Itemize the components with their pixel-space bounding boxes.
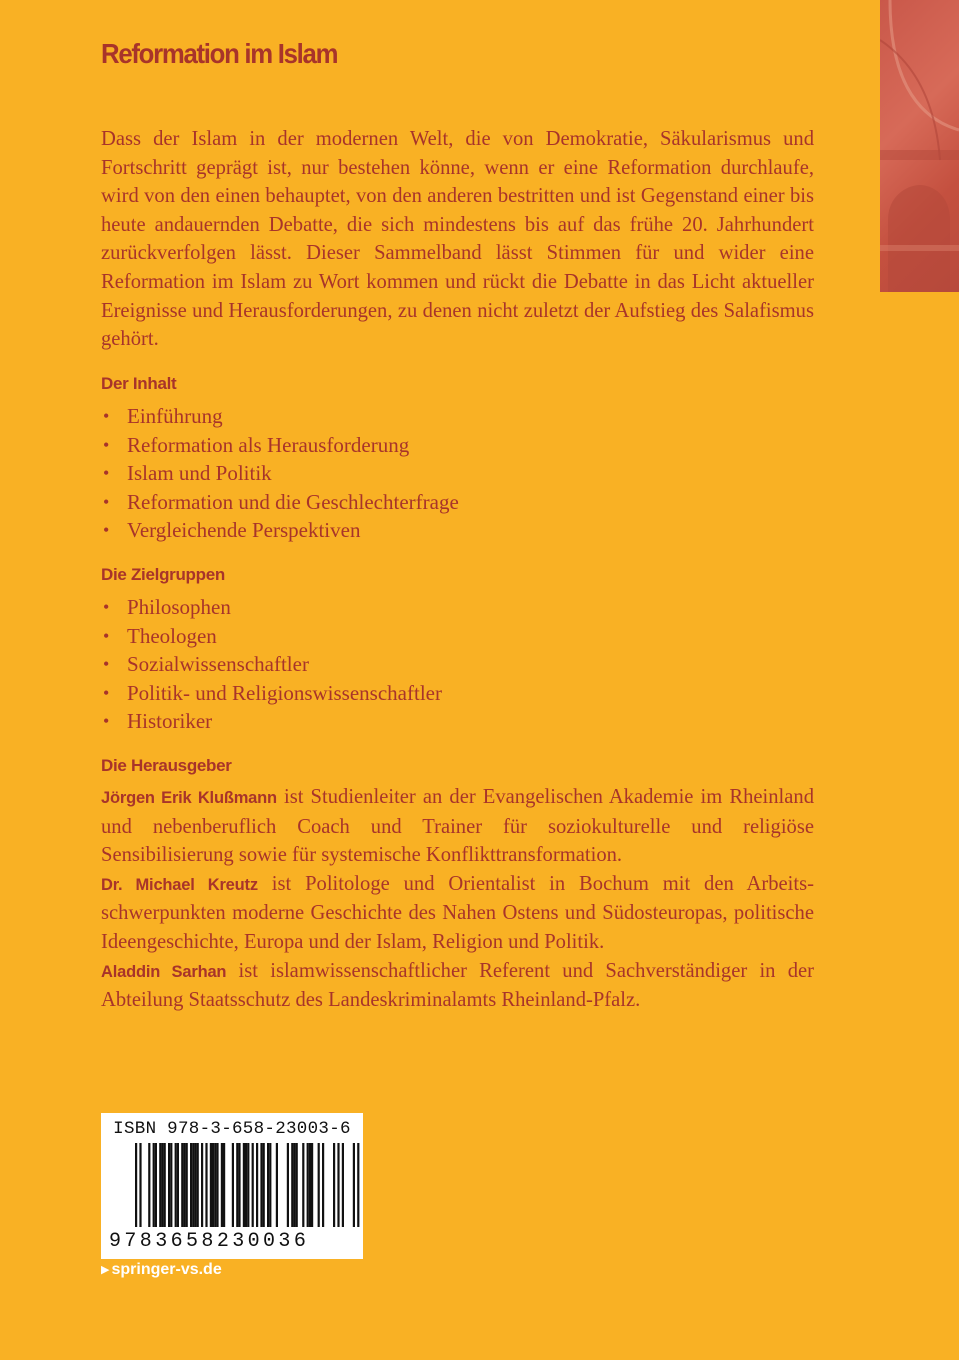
list-item: • Einführung [101,402,459,431]
barcode-bar [243,1143,245,1227]
editor-name: Aladdin Sarhan [101,962,227,981]
isbn-label: ISBN 978-3-658-23003-6 [113,1119,351,1139]
barcode-bar [267,1143,269,1227]
contents-heading: Der Inhalt [101,374,177,393]
barcode-bar [210,1143,212,1227]
barcode-bar [159,1143,161,1227]
barcode-bar [181,1143,183,1227]
barcode-bar [322,1143,324,1227]
barcode-bar [307,1143,309,1227]
barcode-bar [201,1143,203,1227]
list-item: • Politik- und Religionswissenschaftler [101,679,442,708]
barcode-digits: 9783658230036 [109,1230,310,1253]
editor-bio: ist Politologe und Orientalist in Bochum mit den Arbeitsschwerpunkten moderne Geschichte des Nahen Ostens und Südosteuropas, politische Ideengeschichte, Europa und der Islam, Religion und Politik. [101,872,814,953]
list-item: • Reformation als Herausforderung [101,431,459,460]
website-link[interactable] [101,1261,222,1279]
barcode-bar [247,1143,249,1227]
barcode-bar [205,1143,207,1227]
list-item: • Theologen [101,622,442,651]
barcode-bar [168,1143,170,1227]
barcode-bar [311,1143,313,1227]
cover-photo-strip [880,0,959,292]
list-item: • Vergleichende Perspektiven [101,516,459,545]
barcode-bar [164,1143,166,1227]
barcode-bar [236,1143,238,1227]
barcode-bar [139,1143,141,1227]
barcode-bar [269,1143,271,1227]
barcode-bar [175,1143,177,1227]
barcode-bars [101,1143,363,1231]
barcode-bar [153,1143,155,1227]
barcode-bar [309,1143,311,1227]
list-item: • Islam und Politik [101,459,459,488]
arch-illustration [880,0,959,292]
list-item: • Philosophen [101,593,442,622]
barcode-bar [357,1143,359,1227]
barcode-bar [260,1143,262,1227]
barcode-bar [293,1143,295,1227]
barcode-bar [296,1143,298,1227]
barcode-bar [221,1143,223,1227]
barcode-bar [190,1143,192,1227]
barcode-bar [256,1143,258,1227]
barcode-bar [212,1143,214,1227]
contents-list [101,402,459,545]
barcode-bar [216,1143,218,1227]
barcode-bar [318,1143,320,1227]
barcode-bar [194,1143,196,1227]
barcode-bar [186,1143,188,1227]
editors-heading: Die Herausgeber [101,756,232,775]
barcode-bar [238,1143,240,1227]
barcode-bar [183,1143,185,1227]
barcode-bar [252,1143,254,1227]
list-item: • Reformation und die Geschlechterfrage [101,488,459,517]
editor-bio: ist islamwissenschaftlicher Referent und Sachverständiger in der Abteilung Staatsschutz des Landeskriminalamts Rheinland-Pfalz. [101,959,814,1012]
audience-list [101,593,442,736]
barcode-bar [192,1143,194,1227]
website-text: springer-vs.de [111,1261,222,1278]
editor-entry [101,783,814,870]
barcode-bar [135,1143,137,1227]
editor-name: Dr. Michael Kreutz [101,875,258,894]
editor-entry [101,870,814,957]
barcode-bar [276,1143,278,1227]
list-item: • Historiker [101,707,442,736]
barcode-bar [232,1143,234,1227]
list-item: • Sozialwissenschaftler [101,650,442,679]
barcode-bar [263,1143,265,1227]
barcode-bar [342,1143,344,1227]
isbn-barcode [101,1113,363,1259]
book-title: Reformation im Islam [101,38,338,69]
barcode-bar [245,1143,247,1227]
barcode-bar [223,1143,225,1227]
barcode-bar [291,1143,293,1227]
barcode-bar [214,1143,216,1227]
editors-block [101,783,814,1015]
audience-heading: Die Zielgruppen [101,565,225,584]
barcode-bar [170,1143,172,1227]
barcode-bar [287,1143,289,1227]
barcode-bar [148,1143,150,1227]
intro-paragraph: Dass der Islam in der modernen Welt, die von Demokratie, Säkularismus und Fortschritt geprägt ist, nur bestehen könne, wenn er eine Reformation durchlaufe, wird von den einen behauptet, von den anderen bestritten und ist Gegenstand einer bis heute andauernden Debatte, die sich mindestens bis auf das frühe 20. Jahrhundert zurückverfolgen lässt. Dieser Sammelband lässt Stimmen für und wider eine Reformation im Islam zu Wort kommen und rückt die Debatte in das Licht aktueller Ereignisse und Herausforderungen, zu denen nicht zuletzt der Aufstieg des Salafismus gehört. [101,128,814,351]
barcode-bar [155,1143,157,1227]
editor-name: Jörgen Erik Klußmann [101,789,277,807]
barcode-bar [333,1143,335,1227]
barcode-bar [353,1143,355,1227]
barcode-bar [197,1143,199,1227]
arrow-icon: ▶ [101,1264,110,1276]
barcode-bar [161,1143,163,1227]
editor-entry [101,957,814,1015]
barcode-bar [337,1143,339,1227]
barcode-bar [302,1143,304,1227]
editor-bio: ist Studienleiter an der Evangelischen Akademie im Rheinland und nebenberuflich Coach und Trainer für soziokulturelle und religiöse Sensibilisierung sowie für systemische Konflikttransformation. [101,786,815,867]
barcode-bar [177,1143,179,1227]
